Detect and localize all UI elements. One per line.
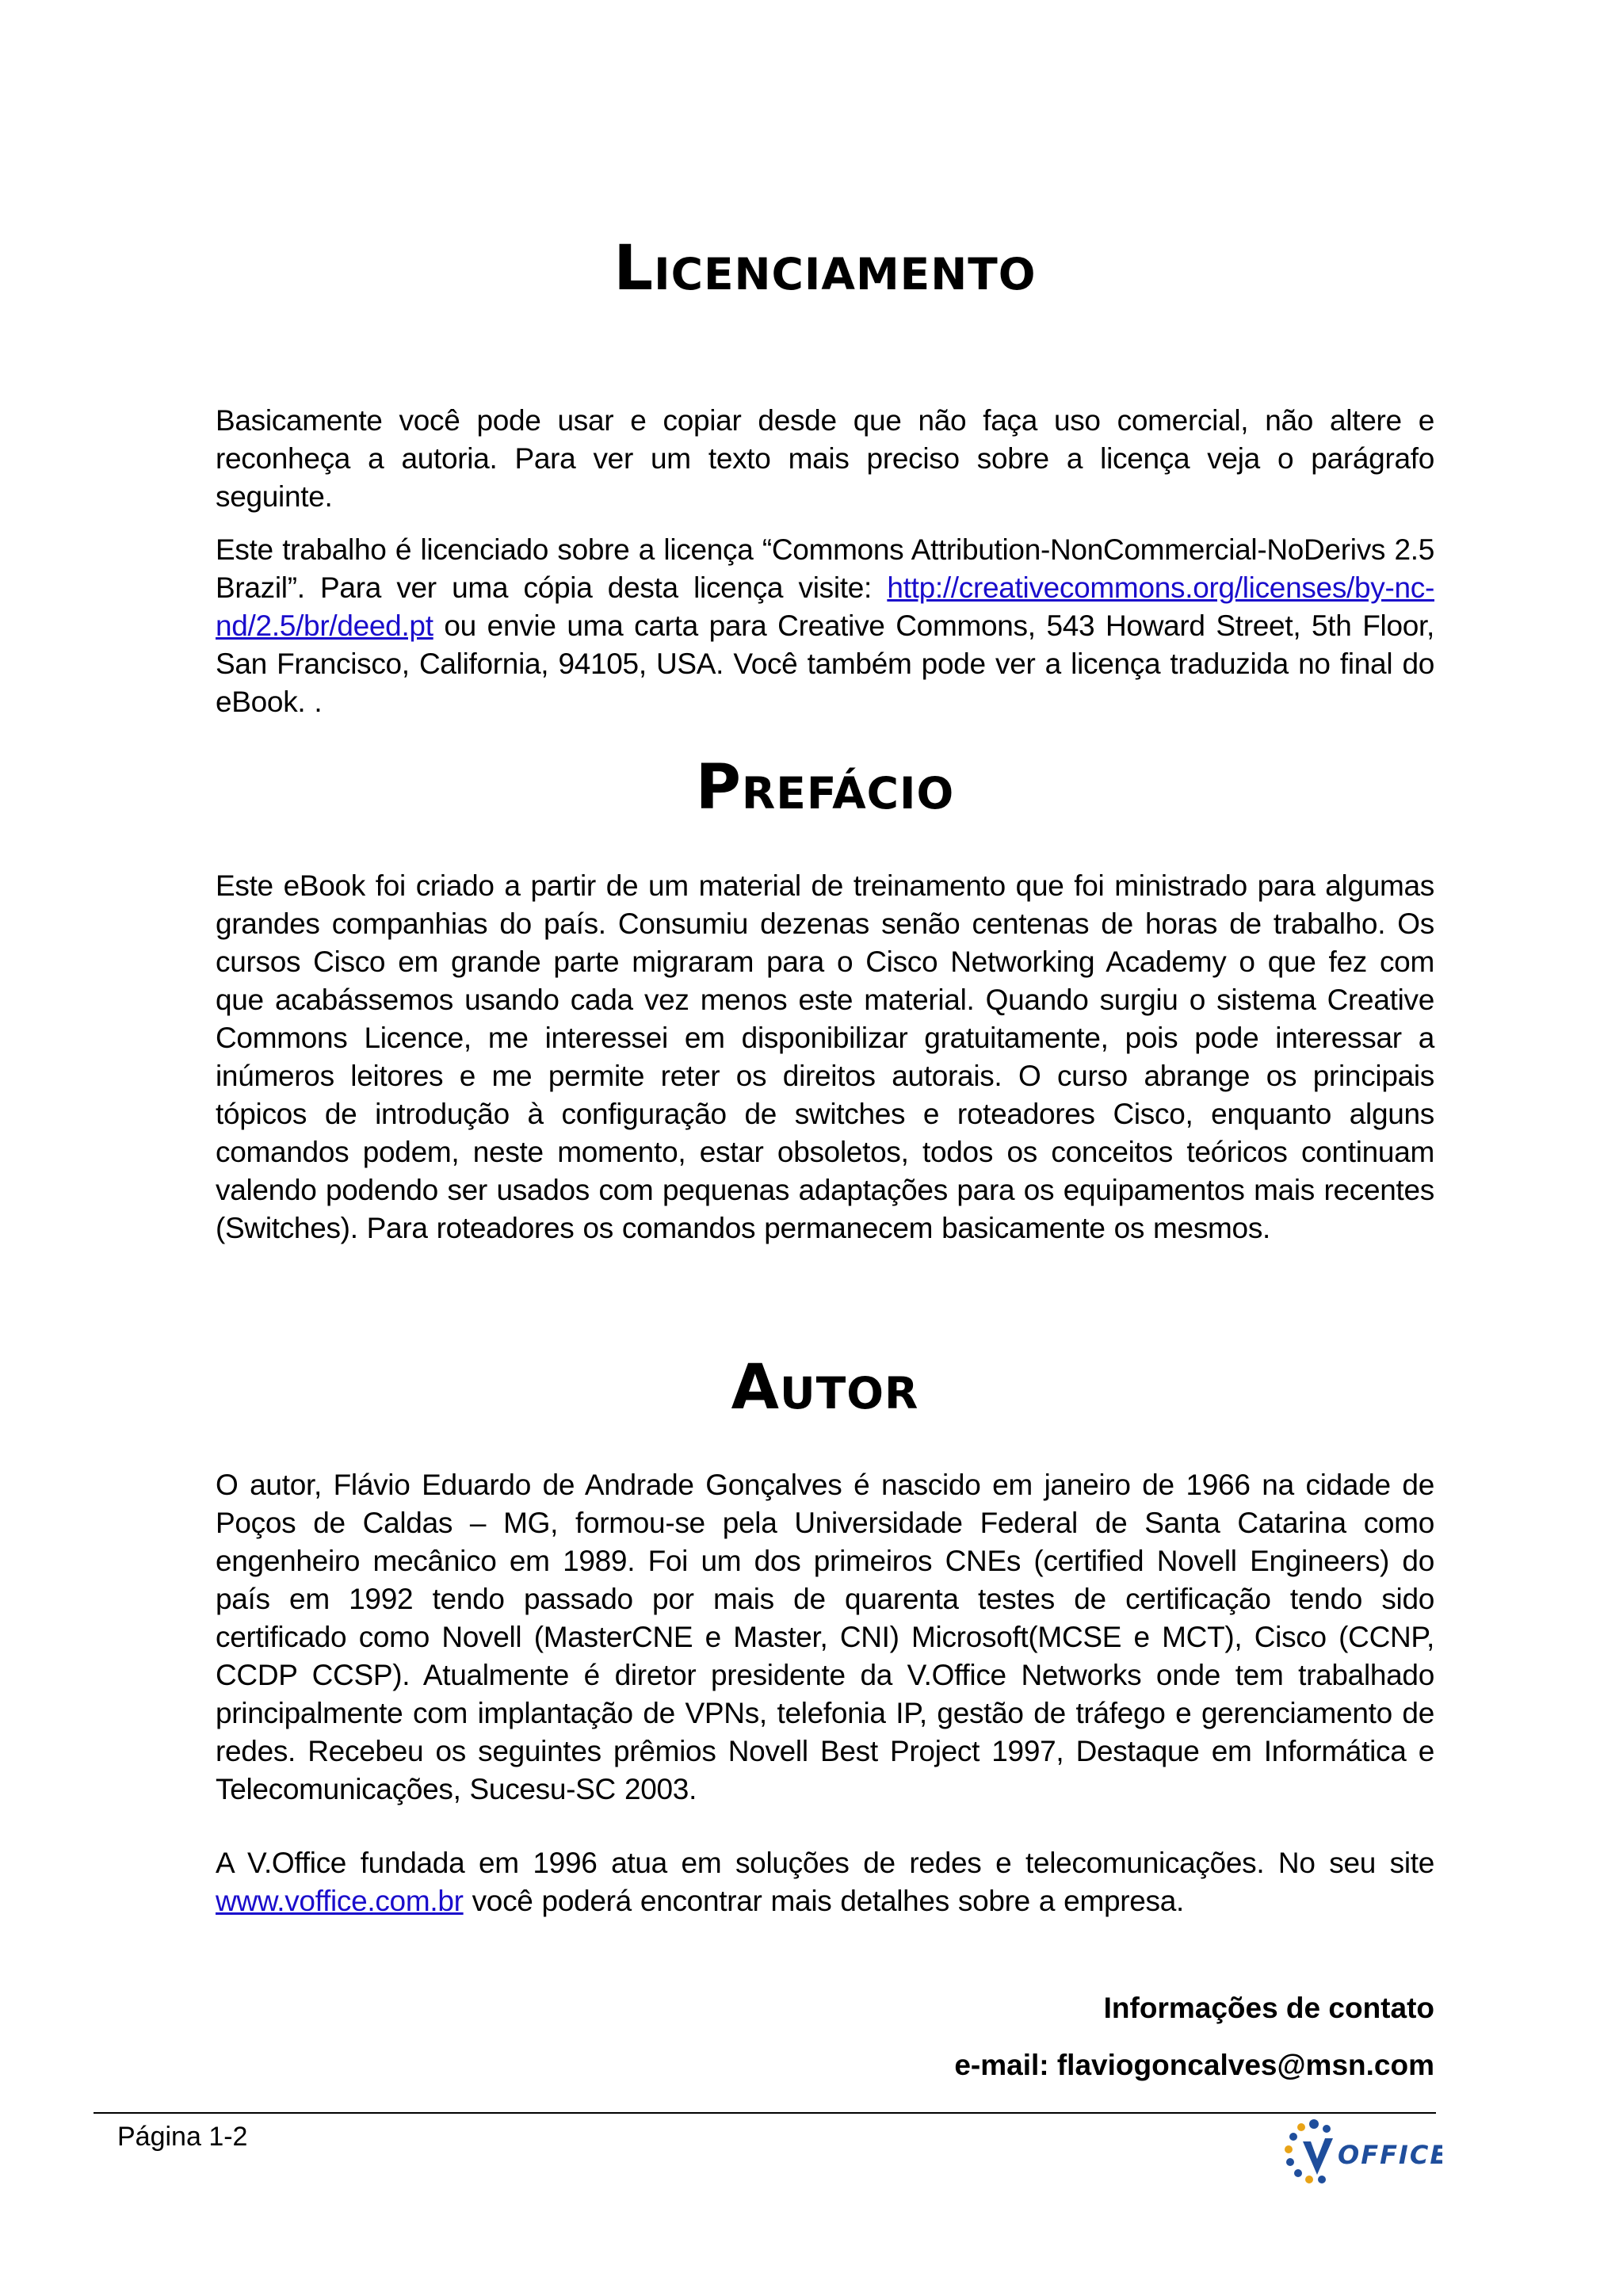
heading-licenciamento: Licenciamento <box>613 233 1037 304</box>
voffice-text-before-link: A V.Office fundada em 1996 atua em soluções de redes e telecomunicações. No seu site <box>216 1847 1434 1879</box>
licenciamento-paragraph-2 <box>216 531 1434 721</box>
heading-autor: Autor <box>731 1352 919 1423</box>
prefacio-paragraph: Este eBook foi criado a partir de um material de treinamento que foi ministrado para algumas grandes companhias do país. Consumiu dezenas senão centenas de horas de trabalho. Os cursos Cisco em grande parte migraram para o Cisco Networking Academy o que fez com que acabássemos usando cada vez menos este material. Quando surgiu o sistema Creative Commons Licence, me interessei em disponibilizar gratuitamente, pois pode interessar a inúmeros leitores e me permite reter os direitos autorais. O curso abrange os principais tópicos de introdução à configuração de switches e roteadores Cisco, enquanto alguns comandos podem, neste momento, estar obsoletos, todos os conceitos teóricos continuam valendo podendo ser usados com pequenas adaptações para os equipamentos mais recentes (Switches). Para roteadores os comandos permanecem basicamente os mesmos. <box>216 869 1434 1244</box>
licenciamento-text-after-link: ou envie uma carta para Creative Commons, 543 Howard Street, 5th Floor, San Francisco, California, 94105, USA. Você também pode ver a licença traduzida no final do eBook. . <box>216 609 1434 718</box>
voffice-logo <box>1276 2115 1442 2190</box>
footer-divider <box>94 2112 1436 2114</box>
licenciamento-text-before-link: Este trabalho é licenciado sobre a licença “Commons Attribution-NonCommercial-NoDerivs 2.5 Brazil”. Para ver uma cópia desta licença visite: <box>216 533 1434 604</box>
section-prefacio <box>216 867 1434 1247</box>
voffice-logo-icon <box>1276 2115 1442 2190</box>
section-autor <box>216 1466 1434 1809</box>
heading-prefacio: Prefácio <box>695 752 955 823</box>
autor-paragraph-1: O autor, Flávio Eduardo de Andrade Gonçalves é nascido em janeiro de 1966 na cidade de Poços de Caldas – MG, formou-se pela Universidade Federal de Santa Catarina como engenheiro mecânico em 1989. Foi um dos primeiros CNEs (certified Novell Engineers) do país em 1992 tendo passado por mais de quarenta testes de certificação tendo sido certificado como Novell (MasterCNE e Master, CNI) Microsoft(MCSE e MCT), Cisco (CCNP, CCDP CCSP). Atualmente é diretor presidente da V.Office Networks onde tem trabalhado principalmente com implantação de VPNs, telefonia IP, gestão de tráfego e gerenciamento de redes. Recebeu os seguintes prêmios Novell Best Project 1997, Destaque em Informática e Telecomunicações, Sucesu-SC 2003. <box>216 1469 1434 1805</box>
section-licenciamento <box>216 402 1434 721</box>
autor-paragraph-2 <box>216 1844 1434 1920</box>
logo-text: OFFICE <box>1338 2140 1442 2170</box>
page-number: Página 1-2 <box>117 2122 248 2152</box>
creative-commons-link[interactable]: http://creativecommons.org/licenses/by-nc-nd/2.5/br/deed.pt <box>216 571 1434 642</box>
voffice-text-after-link: você poderá encontrar mais detalhes sobre a empresa. <box>463 1885 1185 1917</box>
section-voffice <box>216 1844 1434 1920</box>
licenciamento-paragraph-1: Basicamente você pode usar e copiar desde que não faça uso comercial, não altere e reconheça a autoria. Para ver um texto mais preciso sobre a licença veja o parágrafo seguinte. <box>216 404 1434 513</box>
contact-email: e-mail: flaviogoncalves@msn.com <box>954 2049 1434 2081</box>
contact-label: Informações de contato <box>1103 1992 1434 2024</box>
voffice-website-link[interactable]: www.voffice.com.br <box>216 1885 464 1917</box>
